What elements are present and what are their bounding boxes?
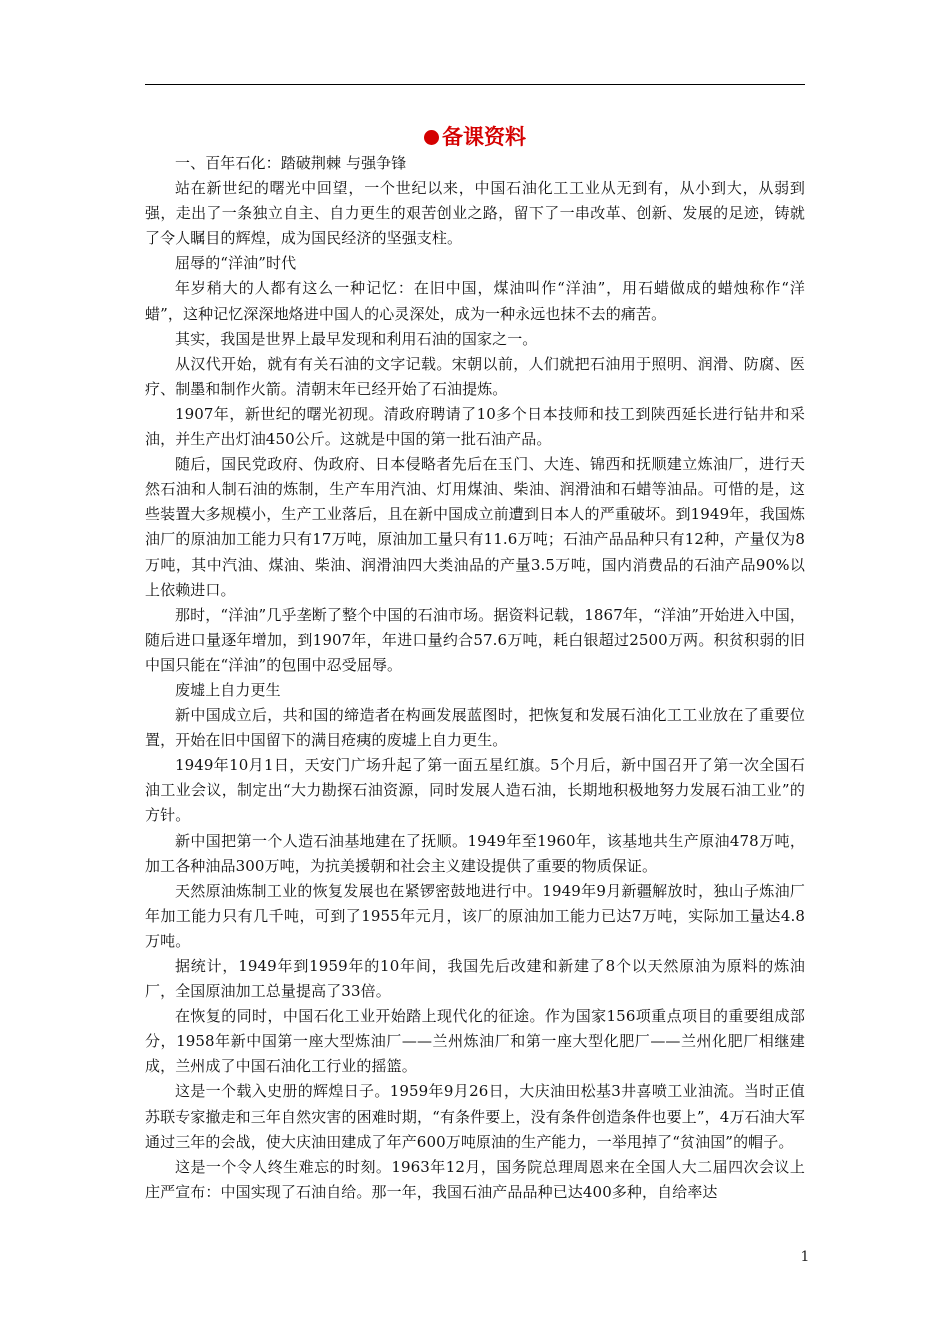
- page-number: 1: [800, 1249, 810, 1265]
- subheading-paragraph: 屈辱的“洋油”时代: [175, 254, 297, 273]
- paragraph: 1949年10月1日，天安门广场升起了第一面五星红旗。5个月后，新中国召开了第一次全国石油工业会议，制定出“大力勘探石油资源，同时发展人造石油，长期地积极地努力发展石油工业”的方针。: [145, 756, 805, 825]
- section-title-text: 备课资料: [442, 124, 526, 149]
- paragraph: 1907年，新世纪的曙光初现。清政府聘请了10多个日本技师和技工到陕西延长进行钻井和采油，并生产出灯油450公斤。这就是中国的第一批石油产品。: [145, 404, 805, 449]
- section-title: [145, 123, 805, 151]
- red-bullet-icon: [424, 130, 439, 145]
- paragraph: 这是一个载入史册的辉煌日子。1959年9月26日，大庆油田松基3井喜喷工业油流。当时正值苏联专家撤走和三年自然灾害的困难时期，“有条件要上，没有条件创造条件也要上”，4万石油大军通过三年的会战，使大庆油田建成了年产600万吨原油的生产能力，一举甩掉了“贫油国”的帽子。: [145, 1082, 805, 1151]
- paragraph: 在恢复的同时，中国石化工业开始踏上现代化的征途。作为国家156项重点项目的重要组成部分，1958年新中国第一座大型炼油厂——兰州炼油厂和第一座大型化肥厂——兰州化肥厂相继建成，兰州成了中国石油化工行业的摇篮。: [145, 1007, 805, 1076]
- subheading-paragraph: 废墟上自力更生: [175, 680, 281, 699]
- paragraph: 据统计，1949年到1959年的10年间，我国先后改建和新建了8个以天然原油为原料的炼油厂，全国原油加工总量提高了33倍。: [145, 957, 805, 1001]
- paragraph: 天然原油炼制工业的恢复发展也在紧锣密鼓地进行中。1949年9月新疆解放时，独山子炼油厂年加工能力只有几千吨，可到了1955年元月，该厂的原油加工能力已达7万吨，实际加工量达4.8万吨。: [145, 881, 805, 950]
- header-rule: [145, 84, 805, 85]
- paragraph: 这是一个令人终生难忘的时刻。1963年12月，国务院总理周恩来在全国人大二届四次会议上庄严宣布：中国实现了石油自给。那一年，我国石油产品品种已达400多种，自给率达: [145, 1157, 805, 1201]
- paragraph: 那时，“洋油”几乎垄断了整个中国的石油市场。据资料记载，1867年，“洋油”开始进入中国，随后进口量逐年增加，到1907年，年进口量约合57.6万吨，耗白银超过2500万两。积贫积弱的旧中国只能在“洋油”的包围中忍受屈辱。: [145, 605, 805, 674]
- document-page: [145, 123, 805, 1205]
- paragraph: 年岁稍大的人都有这么一种记忆：在旧中国，煤油叫作“洋油”，用石蜡做成的蜡烛称作“洋蜡”，这种记忆深深地烙进中国人的心灵深处，成为一种永远也抹不去的痛苦。: [145, 279, 805, 323]
- paragraph: 随后，国民党政府、伪政府、日本侵略者先后在玉门、大连、锦西和抚顺建立炼油厂，进行天然石油和人制石油的炼制，生产车用汽油、灯用煤油、柴油、润滑油和石蜡等油品。可惜的是，这些装置大多规模小，生产工业落后，且在新中国成立前遭到日本人的严重破坏。到1949年，我国炼油厂的原油加工能力只有17万吨，原油加工量只有11.6万吨；石油产品品种只有12种，产量仅为8万吨，其中汽油、煤油、柴油、润滑油四大类油品的产量3.5万吨，国内消费品的石油产品90%以上依赖进口。: [145, 455, 805, 599]
- paragraph: 站在新世纪的曙光中回望，一个世纪以来，中国石油化工工业从无到有，从小到大，从弱到强，走出了一条独立自主、自力更生的艰苦创业之路，留下了一串改革、创新、发展的足迹，铸就了令人瞩目的辉煌，成为国民经济的坚强支柱。: [145, 179, 805, 248]
- heading-paragraph: 一、百年石化：踏破荆棘 与强争锋: [175, 154, 407, 172]
- paragraph: 从汉代开始，就有有关石油的文字记载。宋朝以前，人们就把石油用于照明、润滑、防腐、医疗、制墨和制作火箭。清朝末年已经开始了石油提炼。: [145, 354, 805, 398]
- paragraph: 其实，我国是世界上最早发现和利用石油的国家之一。: [175, 329, 538, 348]
- paragraph: 新中国成立后，共和国的缔造者在构画发展蓝图时，把恢复和发展石油化工工业放在了重要位置，开始在旧中国留下的满目疮痍的废墟上自力更生。: [145, 706, 805, 750]
- body-text: [145, 151, 805, 1205]
- paragraph: 新中国把第一个人造石油基地建在了抚顺。1949年至1960年，该基地共生产原油478万吨，加工各种油品300万吨，为抗美援朝和社会主义建设提供了重要的物质保证。: [145, 831, 805, 875]
